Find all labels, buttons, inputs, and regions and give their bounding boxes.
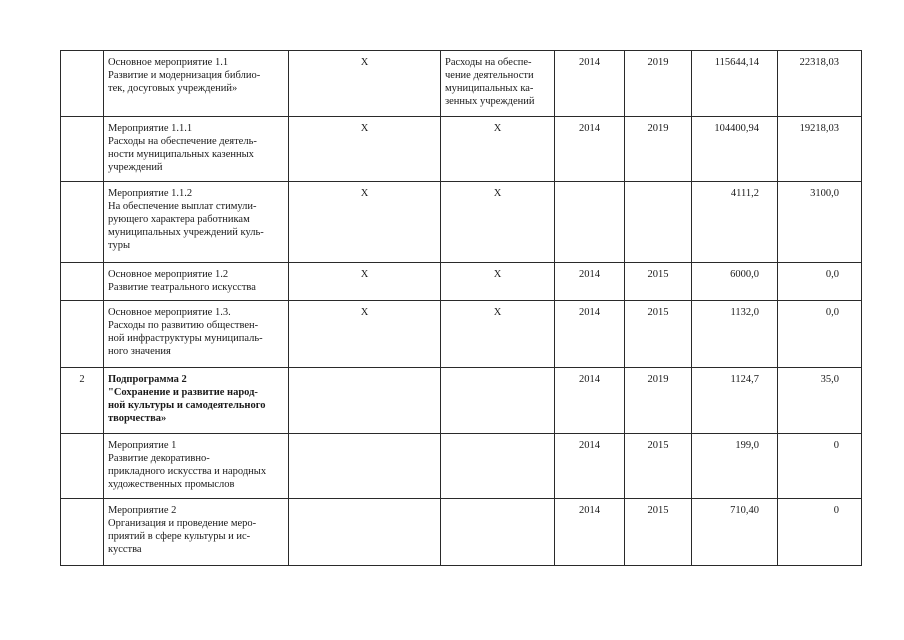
table-row xyxy=(61,499,862,566)
program-name-cell-line: Основное мероприятие 1.2 xyxy=(108,269,229,280)
program-name-cell xyxy=(104,434,289,499)
end-year-cell: 2019 xyxy=(625,51,692,117)
start-year-cell: 2014 xyxy=(555,117,625,182)
total-amount-cell: 1124,7 xyxy=(692,368,778,434)
executor-cell xyxy=(289,499,441,566)
year-amount-cell: 3100,0 xyxy=(778,182,862,263)
expense-direction-cell: Х xyxy=(441,117,555,182)
program-name-cell-line: Расходы на обеспечение деятель- xyxy=(108,136,257,147)
year-amount-cell: 19218,03 xyxy=(778,117,862,182)
expense-direction-cell xyxy=(441,499,555,566)
end-year-cell: 2015 xyxy=(625,263,692,301)
expense-direction-cell: Х xyxy=(441,263,555,301)
program-name-cell-line: приятий в сфере культуры и ис- xyxy=(108,531,251,542)
executor-cell: Х xyxy=(289,301,441,368)
end-year-cell: 2015 xyxy=(625,301,692,368)
program-name-cell xyxy=(104,117,289,182)
program-name-cell-line: прикладного искусства и народных xyxy=(108,466,267,477)
executor-cell: Х xyxy=(289,182,441,263)
program-name-cell-line: кусства xyxy=(108,544,142,555)
row-number-cell xyxy=(61,434,104,499)
start-year-cell: 2014 xyxy=(555,368,625,434)
total-amount-cell: 710,40 xyxy=(692,499,778,566)
program-name-cell-line: Развитие декоративно- xyxy=(108,453,210,464)
start-year-cell: 2014 xyxy=(555,51,625,117)
expense-direction-cell xyxy=(441,368,555,434)
program-name-cell-line: ной культуры и самодеятельного xyxy=(108,400,266,411)
year-amount-cell: 0,0 xyxy=(778,263,862,301)
year-amount-cell: 22318,03 xyxy=(778,51,862,117)
table-row xyxy=(61,263,862,301)
table-row xyxy=(61,368,862,434)
program-name-cell xyxy=(104,368,289,434)
table-row xyxy=(61,51,862,117)
program-name-cell-line: тек, досуговых учреждений» xyxy=(108,83,238,94)
total-amount-cell: 4111,2 xyxy=(692,182,778,263)
row-number-cell: 2 xyxy=(61,368,104,434)
start-year-cell: 2014 xyxy=(555,434,625,499)
table-row xyxy=(61,301,862,368)
executor-cell: Х xyxy=(289,51,441,117)
expense-direction-cell-line: чение деятельности xyxy=(445,70,534,81)
start-year-cell xyxy=(555,182,625,263)
program-name-cell-line: ного значения xyxy=(108,346,171,357)
program-name-cell-line: ности муниципальных казенных xyxy=(108,149,254,160)
program-name-cell-line: туры xyxy=(108,240,131,251)
table-row xyxy=(61,434,862,499)
expense-direction-cell xyxy=(441,51,555,117)
program-name-cell-line: ной инфраструктуры муниципаль- xyxy=(108,333,263,344)
row-number-cell xyxy=(61,263,104,301)
program-name-cell-line: муниципальных учреждений куль- xyxy=(108,227,264,238)
program-name-cell-line: Расходы по развитию обществен- xyxy=(108,320,259,331)
total-amount-cell: 6000,0 xyxy=(692,263,778,301)
program-name-cell-line: Организация и проведение меро- xyxy=(108,518,257,529)
program-name-cell xyxy=(104,301,289,368)
program-name-cell xyxy=(104,51,289,117)
executor-cell: Х xyxy=(289,263,441,301)
row-number-cell xyxy=(61,499,104,566)
table-row xyxy=(61,182,862,263)
expense-direction-cell xyxy=(441,434,555,499)
program-name-cell-line: Основное мероприятие 1.1 xyxy=(108,57,229,68)
program-name-cell xyxy=(104,499,289,566)
row-number-cell xyxy=(61,301,104,368)
program-name-cell xyxy=(104,182,289,263)
program-name-cell xyxy=(104,263,289,301)
table-body xyxy=(61,51,862,566)
expense-direction-cell-line: муниципальных ка- xyxy=(445,83,534,94)
row-number-cell xyxy=(61,182,104,263)
start-year-cell: 2014 xyxy=(555,301,625,368)
program-name-cell-line: Развитие театрального искусства xyxy=(108,282,256,293)
program-table xyxy=(60,50,862,566)
expense-direction-cell: Х xyxy=(441,301,555,368)
year-amount-cell: 0 xyxy=(778,434,862,499)
row-number-cell xyxy=(61,51,104,117)
program-name-cell-line: художественных промыслов xyxy=(108,479,235,490)
program-name-cell-line: Мероприятие 1.1.2 xyxy=(108,188,193,199)
executor-cell xyxy=(289,368,441,434)
program-name-cell-line: учреждений xyxy=(108,162,163,173)
program-name-cell-line: Мероприятие 1 xyxy=(108,440,177,451)
start-year-cell: 2014 xyxy=(555,263,625,301)
year-amount-cell: 35,0 xyxy=(778,368,862,434)
row-number-cell xyxy=(61,117,104,182)
table-row xyxy=(61,117,862,182)
total-amount-cell: 115644,14 xyxy=(692,51,778,117)
total-amount-cell: 1132,0 xyxy=(692,301,778,368)
start-year-cell: 2014 xyxy=(555,499,625,566)
end-year-cell: 2019 xyxy=(625,117,692,182)
program-name-cell-line: На обеспечение выплат стимули- xyxy=(108,201,257,212)
end-year-cell: 2015 xyxy=(625,434,692,499)
expense-direction-cell-line: Расходы на обеспе- xyxy=(445,57,532,68)
program-name-cell-line: Основное мероприятие 1.3. xyxy=(108,307,231,318)
end-year-cell: 2015 xyxy=(625,499,692,566)
program-name-cell-line: Развитие и модернизация библио- xyxy=(108,70,261,81)
program-name-cell-line: Мероприятие 2 xyxy=(108,505,177,516)
program-name-cell-line: Мероприятие 1.1.1 xyxy=(108,123,193,134)
expense-direction-cell: Х xyxy=(441,182,555,263)
year-amount-cell: 0 xyxy=(778,499,862,566)
end-year-cell: 2019 xyxy=(625,368,692,434)
expense-direction-cell-line: зенных учреждений xyxy=(445,96,535,107)
program-name-cell-line: рующего характера работникам xyxy=(108,214,250,225)
year-amount-cell: 0,0 xyxy=(778,301,862,368)
executor-cell xyxy=(289,434,441,499)
program-name-cell-line: творчества» xyxy=(108,413,167,424)
total-amount-cell: 104400,94 xyxy=(692,117,778,182)
program-name-cell-line: "Сохранение и развитие народ- xyxy=(108,387,258,398)
end-year-cell xyxy=(625,182,692,263)
total-amount-cell: 199,0 xyxy=(692,434,778,499)
program-name-cell-line: Подпрограмма 2 xyxy=(108,374,187,385)
executor-cell: Х xyxy=(289,117,441,182)
